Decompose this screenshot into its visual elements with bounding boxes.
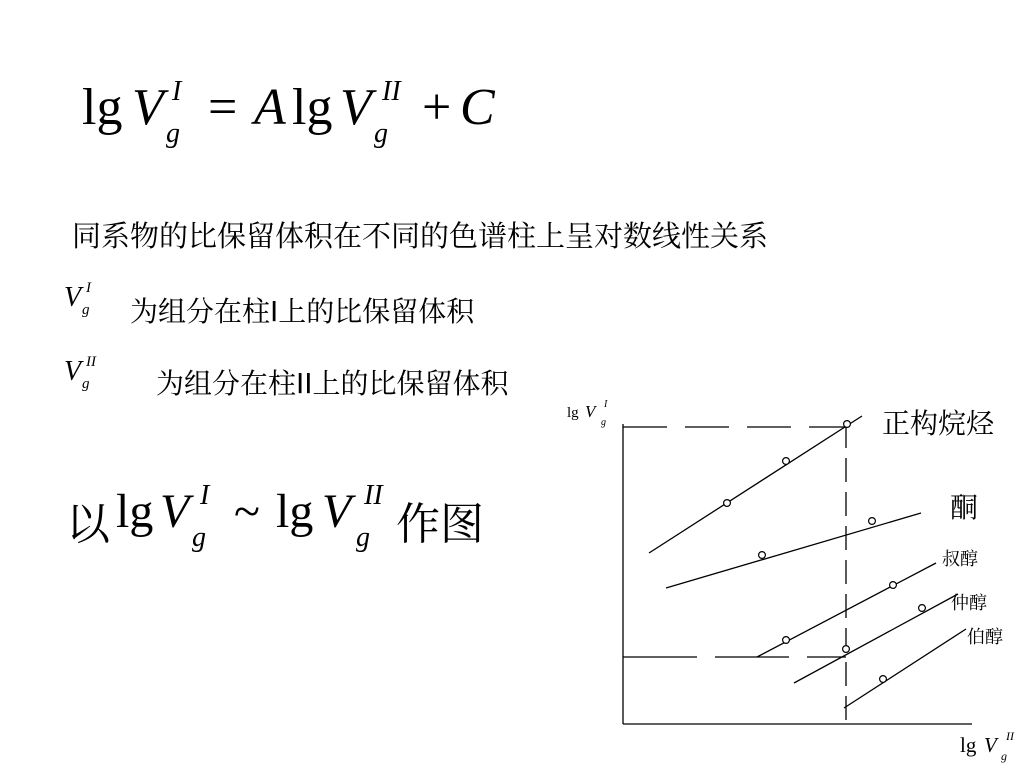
def2-sup: II <box>86 354 96 370</box>
series-label-primary-alcohols: 伯醇 <box>967 627 1003 648</box>
y-axis-label-v: V <box>585 402 596 421</box>
series-line-secondary-alcohols <box>794 594 958 683</box>
eq-v2: V <box>340 79 372 136</box>
y-axis-label-sub: g <box>601 417 606 428</box>
pi-sub2: g <box>356 522 370 553</box>
pi-lg2: lg <box>276 485 314 538</box>
eq-sup1: I <box>172 76 182 107</box>
def2-sub: g <box>82 376 90 392</box>
y-axis-label-lg: lg <box>567 405 579 421</box>
pi-v2: V <box>322 485 352 538</box>
eq-lg1: lg <box>82 79 123 136</box>
pi-sup1: I <box>200 480 210 511</box>
series-label-ketones: 酮 <box>950 491 979 524</box>
eq-equals: = <box>208 79 238 136</box>
eq-sub2: g <box>374 118 388 149</box>
point-tertiary-alcohols-2 <box>890 582 897 589</box>
x-axis-label-sub: g <box>1001 749 1007 763</box>
point-n-alkanes-1 <box>724 500 731 507</box>
pi-lg1: lg <box>116 485 154 538</box>
point-n-alkanes-3 <box>844 421 851 428</box>
point-secondary-alcohols-2 <box>919 605 926 612</box>
statement-text: 同系物的比保留体积在不同的色谱柱上呈对数线性关系 <box>72 219 769 253</box>
eq-coef: A <box>254 79 286 136</box>
point-tertiary-alcohols-1 <box>783 637 790 644</box>
pi-sup2: II <box>364 480 383 511</box>
x-axis-label-v: V <box>984 733 997 757</box>
pi-tilde: ~ <box>234 485 260 538</box>
series-label-tertiary-alcohols: 叔醇 <box>942 549 978 570</box>
series-label-n-alkanes: 正构烷烃 <box>882 407 995 440</box>
eq-plus: + <box>422 79 452 136</box>
def1-sup: I <box>86 280 91 296</box>
point-n-alkanes-2 <box>783 458 790 465</box>
y-axis-label-sup: I <box>604 399 608 410</box>
point-ketones-1 <box>759 552 766 559</box>
def1-sub: g <box>82 302 90 318</box>
series-line-ketones <box>666 513 921 588</box>
eq-sup2: II <box>382 76 401 107</box>
pi-sub1: g <box>192 522 206 553</box>
eq-lg2: lg <box>292 79 333 136</box>
def1-desc: 为组分在柱I上的比保留体积 <box>130 295 475 328</box>
x-axis-label-lg: lg <box>960 733 977 757</box>
series-line-n-alkanes <box>649 416 862 553</box>
def2-v: V <box>64 356 82 387</box>
eq-sub1: g <box>166 118 180 149</box>
pi-suffix: 作图 <box>396 499 484 550</box>
eq-const: C <box>460 79 495 136</box>
series-label-secondary-alcohols: 仲醇 <box>951 593 987 614</box>
point-ketones-2 <box>869 518 876 525</box>
def1-v: V <box>64 282 82 313</box>
point-secondary-alcohols-1 <box>843 646 850 653</box>
pi-prefix: 以 <box>66 499 110 550</box>
point-primary-alcohols-1 <box>880 676 887 683</box>
pi-v1: V <box>160 485 190 538</box>
x-axis-label-sup: II <box>1006 729 1014 743</box>
eq-v1: V <box>132 79 164 136</box>
series-line-primary-alcohols <box>844 629 966 708</box>
def2-desc: 为组分在柱II上的比保留体积 <box>156 367 509 400</box>
